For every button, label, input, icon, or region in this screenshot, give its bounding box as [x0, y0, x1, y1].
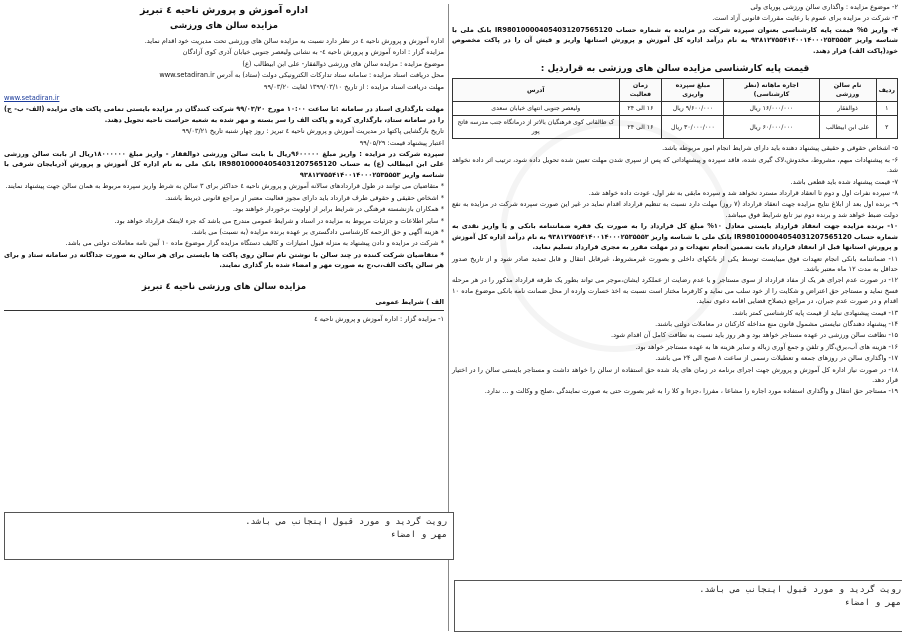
cell-monthly-rent: ۶۰/۰۰۰/۰۰۰ ریال — [724, 116, 819, 139]
left-signature-box — [4, 512, 454, 560]
cell-address: ولیعصر جنوبی انتهای خیابان سعدی — [453, 102, 620, 116]
bullet-item: * همکاران بازنشسته فرهنگی در شرایط برابر از اولویت برخوردار خواهند بود. — [232, 205, 444, 214]
bullet-item: * شرکت در مزایده و دادن پیشنهاد به منزله قبول امتیازات و کالیف دستگاه مزایده گزار موضوع ماده ۱۰ آیین نامه معاملات دولتی می باشد. — [65, 239, 444, 248]
bullet-text: متقاضیان می توانند در طول قراردادهای سالانه آموزش و پرورش ناحیه ٤ حداکثر برای ۳ سالن به شرط واریز سپرده مربوط به همان سالن جهت پیشنهاد نمایند. — [5, 182, 439, 191]
right-item-15: ۱۵- نظافت سالن ورزشی در عهده مستاجر خواهد بود و هر روز باید نسبت به نظافت کامل آن اقدام شود. — [611, 331, 898, 340]
right-item-19: ۱۹- مستاجر حق انتقال و واگذاری استفاده مورد اجاره را مشاعا ، مفرزا ،جزءا و کلا را به غیر بصورت حتی به صورت نمایندگی ،صلح و وکالت و ... ندارد. — [484, 387, 898, 396]
general-conditions-heading: الف ) شرایط عمومی — [375, 297, 444, 306]
bullet-item: * متقاضیان شرکت کننده در چند سالن با نوشتن نام سالن روی پاکت ها بایستی برای هر سالن به صورت جداگانه در سامانه ستاد و برای هر سالن پاکت الف،ب،ج به صورت مهر و امضاء شده بار گذاری نمایند. — [4, 250, 444, 270]
bullet-text: سایر اطلاعات و جزئیات مربوط به مزایده در اسناد و شرایط عمومی مندرج می باشد که جزء لاینفک قرارداد خواهد بود. — [114, 216, 439, 225]
header-hall-name: نام سالن ورزشی — [819, 79, 876, 102]
price-table — [452, 78, 898, 139]
header-address: آدرس — [453, 79, 620, 102]
left-acknowledgement-text: رویت گردید و مورد قبول اینجانب می باشد. — [245, 517, 447, 527]
right-item-11: ۱۱- ضمانتنامه بانکی انجام تعهدات فوق میبایست توسط یکی از بانکهای داخلی و بصورت غیرمشروط، غیرقابل انتقال و قابل تمدید صادر شود و از تاریخ صدور حداقل به مدت ۱۲ ماه معتبر باشد. — [452, 254, 898, 273]
header-row-number: ردیف — [876, 79, 897, 102]
left-signature-label: مهر و امضاء — [390, 530, 447, 540]
setadiran-link[interactable]: www.setadiran.ir — [4, 94, 60, 103]
bullet-item: * سایر اطلاعات و جزئیات مربوط به مزایده در اسناد و شرایط عمومی مندرج می باشد که جزء لاینفک قرارداد خواهد بود. — [114, 216, 444, 225]
right-item-7: ۷- قیمت پیشنهاد شده باید قطعی باشد. — [790, 177, 898, 186]
right-item-17: ۱۷- واگذاری سالن در روزهای جمعه و تعطیلات رسمی از ساعت ۸ صبح الی ۲۴ می باشد. — [655, 354, 898, 363]
bullet-text: شرکت در مزایده و دادن پیشنهاد به منزله قبول امتیازات و کالیف دستگاه مزایده گزار موضوع ماده ۱۰ آیین نامه معاملات دولتی می باشد. — [65, 239, 439, 248]
bullet-text: متقاضیان شرکت کننده در چند سالن با نوشتن نام سالن روی پاکت ها بایستی برای هر سالن به صورت جداگانه در سامانه ستاد و برای هر سالن پاکت الف،ب،ج به صورت مهر و امضاء شده بار گذاری نمایند. — [4, 250, 444, 270]
right-signature-label: مهر و امضاء — [844, 598, 901, 608]
right-item-14: ۱۴- پیشنهاد دهندگان نبایستی مشمول قانون منع مداخله کارکنان در معاملات دولتی باشند. — [655, 319, 898, 328]
cell-activity-time: ۱۶ الی ۲۴ — [619, 102, 662, 116]
right-item-18: ۱۸- در صورت نیاز اداره کل آموزش و پرورش جهت اجرای برنامه در زمان های یاد شده حق استفاده از سالن را خواهد داشت و مستاجر بایستی سالن را در اختیار قرار دهد. — [452, 365, 898, 384]
cell-activity-time: ۱۶ الی ۲۴ — [619, 116, 662, 139]
price-table-header-row — [453, 79, 898, 102]
price-table-title: قیمت پایه کارشناسی مزایده سالن های ورزشی به قرارذیل : — [540, 64, 810, 75]
bullet-text: همکاران بازنشسته فرهنگی در شرایط برابر از اولویت برخوردار خواهند بود. — [232, 205, 439, 214]
right-item-13: ۱۳- قیمت پیشنهادی نباید از قیمت پایه کارشناسی کمتر باشد. — [732, 308, 898, 317]
right-top-item-2: ۳- شرکت در مزایده برای عموم با رعایت مقررات قانونی آزاد است. — [712, 14, 898, 23]
bullet-item: * متقاضیان می توانند در طول قراردادهای سالانه آموزش و پرورش ناحیه ٤ حداکثر برای ۳ سالن به شرط واریز سپرده مربوط به همان سالن جهت پیشنهاد نمایند. — [5, 182, 444, 191]
cell-row-number: ۲ — [876, 116, 897, 139]
header-activity-time: زمان فعالیت — [619, 79, 662, 102]
bullet-text: اشخاص حقیقی و حقوقی طرف قرارداد باید دارای مجوز فعالیت معتبر از مراجع قانونی ذیربط باشند. — [165, 193, 439, 202]
cell-monthly-rent: ۱۶/۰۰۰/۰۰۰ ریال — [724, 102, 819, 116]
bullet-item: * هزینه آگهی و حق الزحمه کارشناسی دادگستری بر عهده برنده مزایده (به نسبت) می باشد. — [191, 227, 444, 236]
right-item-9: ۹- برنده اول بعد از ابلاغ نتایج مزایده جهت انعقاد قرارداد (۷ روز) مهلت دارد نسبت به تنظیم قرارداد اقدام نماید در غیر این صورت سپرده شرکت در مزایده به نفع دولت ضبط خواهد شد و برنده دوم نیز تابع شرایط فوق میباشد. — [452, 200, 898, 219]
left-footer — [4, 281, 444, 325]
detail-documents-location — [4, 70, 444, 80]
table-row — [453, 102, 898, 116]
footer-title: مزایده سالن های ورزشی ناحیه ٤ تبریز — [141, 281, 307, 292]
right-item-12: ۱۲- در صورت عدم اجرای هر یک از مفاد قرارداد از سوی مستاجر و یا عدم رضایت از عملکرد ایشان،موجر می تواند بطور یک طرفه قرارداد مذکور را در هر مرحله فسخ نماید و مستاجر حق اعتراض و شکایت را از خود سلب می نماید و کارفرما مختار است نسبت به اخذ خسارت وارده از محل ضمانت نامه بانکی موضوع ماده ۱۰ اقدام و در صورت عدم جبران، در مراجع ذیصلاح قضایی اقامه دعوی نماید. — [452, 276, 898, 306]
general-conditions-item-1: ۱- مزایده گزار : اداره آموزش و پرورش ناحیه ٤ — [314, 314, 444, 323]
right-item-6: ۶- به پیشنهادات مبهم، مشروط، مخدوش،لاک گیری شده، فاقد سپرده و پیشنهاداتی که پس از سپری شدن مهلت تعیین شده تحویل داده شود، ترتیب اثر داده نخواهد شد. — [452, 155, 898, 175]
opening-date: تاریخ بازگشایی پاکتها در مدیریت آموزش و پرورش ناحیه ٤ تبریز : روز چهار شنبه تاریخ ۹۹/۰۳/۲۱ — [182, 127, 444, 136]
right-item-5: ۵- اشخاص حقوقی و حقیقی پیشنهاد دهنده باید دارای شرایط انجام امور مربوطه باشد. — [662, 144, 898, 153]
detail-organizer: مزایده گزار : اداره آموزش و پرورش ناحیه ٤- به نشانی ولیعصر جنوبی خیابان آذری کوی آزادگان — [182, 48, 444, 57]
right-item-16: ۱۶- هزینه های آب،برق،گاز و تلفن و جمع آوری زباله و سایر هزینه ها به عهده مستاجر خواهد بود. — [635, 342, 898, 351]
cell-hall-name: علی ابن ابیطالب — [819, 116, 876, 139]
header-monthly-rent: اجاره ماهانه (نظر کارشناسی) — [724, 79, 819, 102]
bullet-item: * اشخاص حقیقی و حقوقی طرف قرارداد باید دارای مجوز فعالیت معتبر از مراجع قانونی ذیربط باشند. — [165, 193, 444, 202]
upload-deadline-paragraph: مهلت بارگذاری اسناد در سامانه :تا ساعت ۱۰:۰۰ مورخ ۹۹/۰۳/۲۰ شرکت کنندگان در مزایده بایستی تمامی پاکت های مزایده (الف- ب- ج) را در سامانه ستاد، بارگذاری کرده و پاکت الف را سر بسته و مهر شده به شعبه حراست ناحیه تحویل دهند. — [4, 105, 444, 124]
bullet-text: هزینه آگهی و حق الزحمه کارشناسی دادگستری بر عهده برنده مزایده (به نسبت) می باشد. — [191, 227, 439, 236]
notice-intro: اداره آموزش و پرورش ناحیه ٤ در نظر دارد نسبت به مزایده سالن های ورزشی تحت مدیریت خود اقدام نماید. — [144, 37, 444, 45]
detail-subject: موضوع مزایده : مزایده سالن های ورزشی ذوالفقار- علی ابن ابیطالب (ع) — [242, 59, 444, 68]
bid-validity: اعتبار پیشنهاد قیمت: ۹۹/۰۵/۲۹ — [359, 138, 444, 147]
detail-documents-deadline: مهلت دریافت اسناد مزایده : از تاریخ ۱۳۹۹/۰۳/۱۰ لغایت ۹۹/۰۳/۲۰ — [263, 82, 444, 91]
notice-subtitle: مزایده سالن های ورزشی — [170, 21, 278, 31]
header-deposit: مبلغ سپرده واریزی — [662, 79, 724, 102]
website-link-line — [4, 93, 444, 103]
notice-title: اداره آموزش و پرورش ناحیه ٤ تبریز — [139, 5, 309, 16]
right-top-item-3: ۴- واریز ۵% قیمت پایه کارشناسی بعنوان سپرده شرکت در مزایده به شماره حساب IR980100004054031207565120 بانک ملی با شناسه واریز ۹۳۸۱۲۷۵۵۴۱۴۰۰۱۴۰۰۰۲۵۳۵۵۵۳ به نام درآمد اداره کل آموزش و پرورش استانها واریز و فیش آن را در پاکت مخصوص خود(پاکت الف) قرار دهند. — [452, 25, 898, 55]
cell-deposit: ۳۰/۰۰۰/۰۰۰ ریال — [662, 116, 724, 139]
cell-deposit: ۹/۶۰۰/۰۰۰ ریال — [662, 102, 724, 116]
deposit-paragraph: سپرده شرکت در مزایده : واریز مبلغ ۹۶۰۰۰۰۰ریال با بابت سالن ورزشی ذوالفقار - واریز مبلغ ۱۸۰۰۰۰۰۰ریال از بابت سالن ورزشی علی ابن ابیطالب (ع) به حساب IR980100004054031207565120 بانک ملی به نام اداره کل آموزش و پرورش آذربایجان شرقی با شناسه واریز ۹۳۸۱۲۷۵۵۴۱۴۰۰۱۴۰۰۰۲۵۳۵۵۵۳ — [4, 150, 444, 179]
right-item-10: ۱۰- برنده مزایده جهت انعقاد قرارداد بایستی معادل ۱۰% مبلغ کل قرارداد را به صورت یک فقره ضمانتنامه بانکی و یا واریز نقدی به شماره حساب IR980100004054031207565120 بانک ملی با شناسه واریز ۹۳۸۱۲۷۵۵۴۱۴۰۰۱۴۰۰۰۲۵۳۵۵۵۳ به نام درآمد اداره کل آموزش و پرورش استانها قبل از انعقاد قرارداد بابت تضمین انجام تعهدات و در مهلت مقرر به مجری قرارداد تسلیم نماید. — [452, 222, 898, 252]
footer-divider — [4, 310, 444, 311]
right-item-8: ۸- سپرده نفرات اول و دوم تا انعقاد قرارداد مسترد نخواهد شد و سپرده مابقی به نفر اول، عودت داده خواهد شد. — [588, 189, 898, 198]
documents-location-text: محل دریافت اسناد مزایده : سامانه ستاد تدارکات الکترونیکی دولت (ستاد) به آدرس www.setadiran.ir — [159, 71, 444, 80]
table-row — [453, 116, 898, 139]
cell-row-number: ۱ — [876, 102, 897, 116]
right-acknowledgement-text: رویت گردید و مورد قبول اینجانب می باشد. — [699, 585, 901, 595]
right-top-item-1: ۲- موضوع مزایده : واگذاری سالن ورزشی پوریای ولی — [750, 3, 898, 11]
cell-address: ک طالقانی کوی فرهنگیان بالاتر از درمانگاه جنب مدرسه فاتح پور — [453, 116, 620, 139]
right-column — [452, 2, 898, 633]
right-signature-box — [454, 580, 902, 632]
cell-hall-name: ذوالفقار — [819, 102, 876, 116]
